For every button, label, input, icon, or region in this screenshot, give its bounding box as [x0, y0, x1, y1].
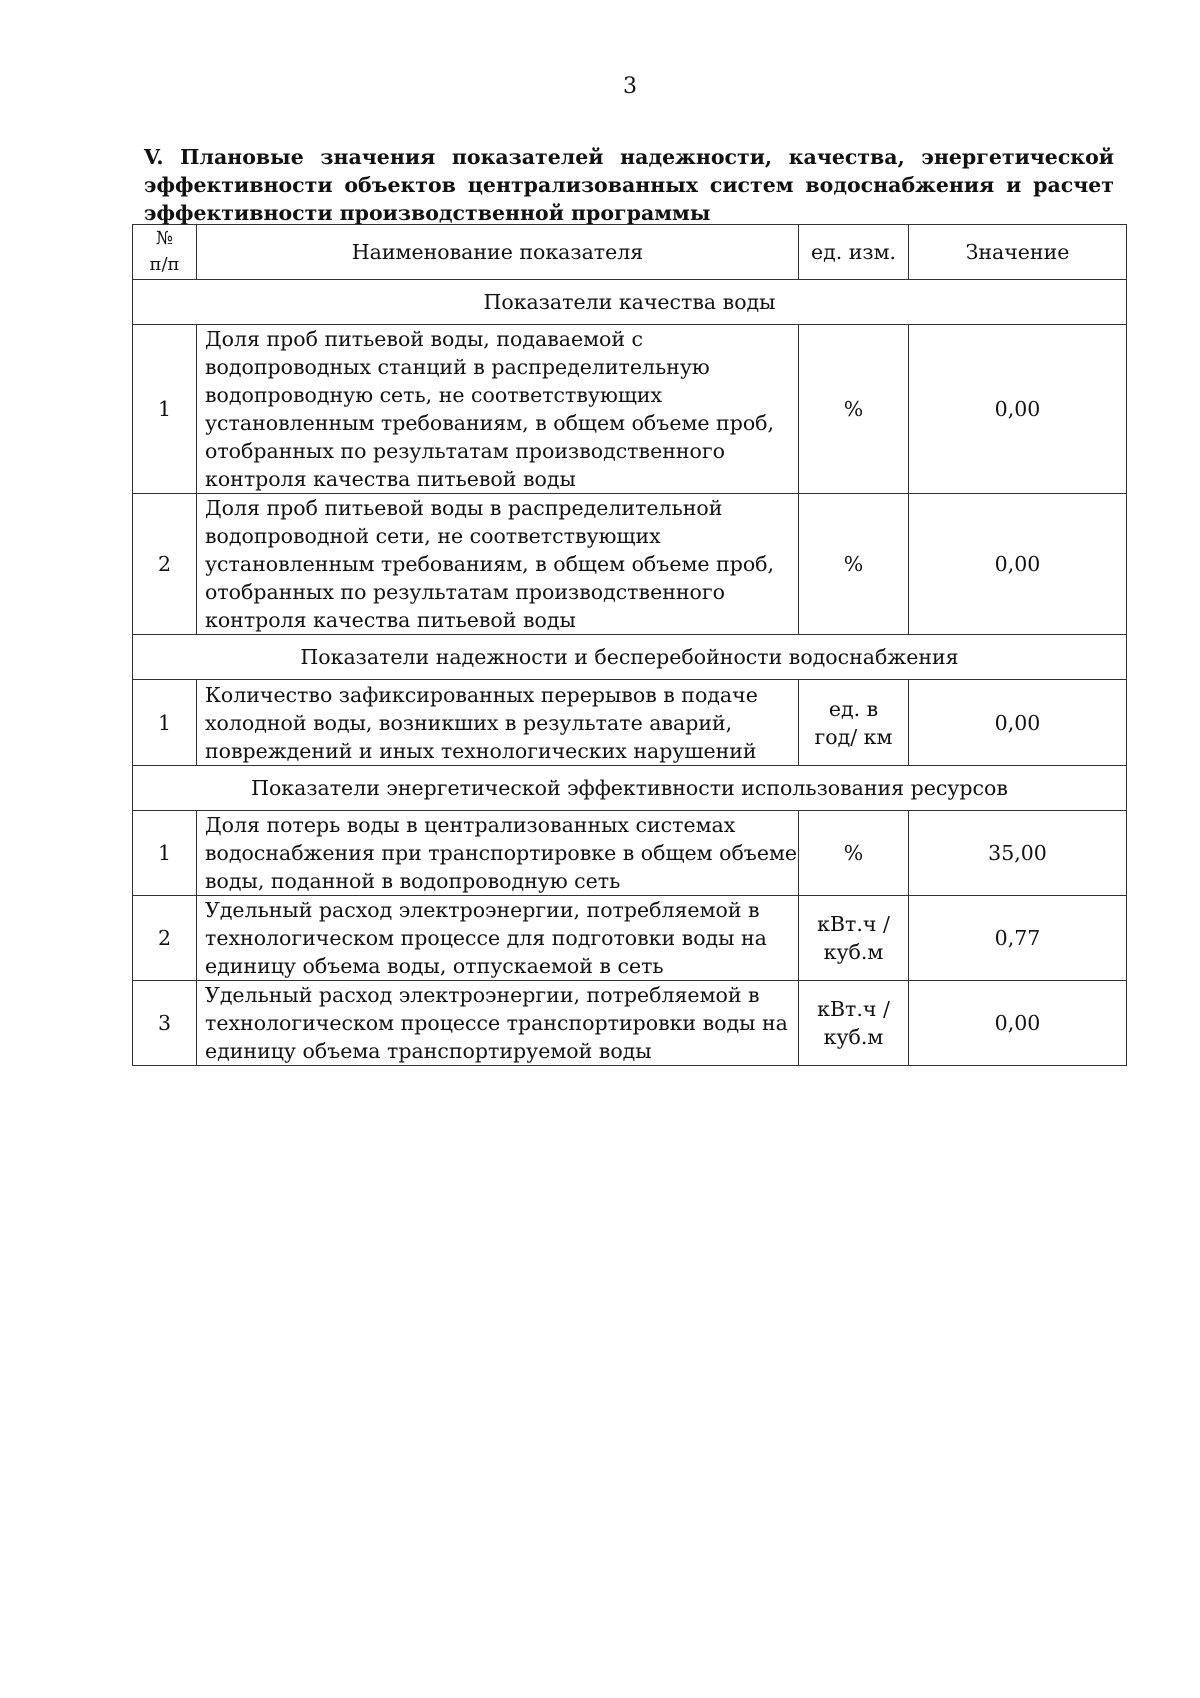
indicator-name-line: технологическом процессе для подготовки воды на	[205, 926, 767, 950]
unit-cell	[799, 981, 909, 1066]
header-num-cell	[133, 225, 197, 280]
indicator-name-cell	[197, 981, 799, 1066]
indicator-name-line: водопроводную сеть, не соответствующих	[205, 383, 663, 407]
section-header-row	[133, 280, 1127, 325]
row-number-cell: 1	[133, 680, 197, 766]
table-row	[133, 811, 1127, 896]
value-cell: 0,00	[909, 680, 1127, 766]
indicator-name-line: Количество зафиксированных перерывов в подаче	[205, 682, 758, 707]
value-cell: 0,00	[909, 981, 1127, 1066]
indicators-table	[132, 224, 1127, 1066]
table-row	[133, 896, 1127, 981]
value-cell: 0,00	[909, 325, 1127, 494]
indicator-name-line: технологическом процессе транспортировки воды на	[205, 1011, 788, 1035]
unit-cell	[799, 325, 909, 494]
header-unit-cell: ед. изм.	[799, 225, 909, 280]
unit-line: %	[843, 552, 864, 576]
unit-line: %	[843, 397, 864, 421]
unit-line: %	[843, 841, 864, 865]
indicator-name-line: единицу объема воды, отпускаемой в сеть	[205, 954, 664, 978]
table-row	[133, 981, 1127, 1066]
value-cell: 35,00	[909, 811, 1127, 896]
unit-line: кВт.ч /	[817, 912, 890, 936]
indicator-name-line: холодной воды, возникших в результате аварий,	[205, 710, 733, 735]
header-num-symbol: №	[155, 228, 174, 249]
indicator-name-cell	[197, 325, 799, 494]
unit-line: год/ км	[814, 724, 893, 749]
indicator-name-cell	[197, 811, 799, 896]
indicator-name-line: отобранных по результатам производственного	[205, 580, 725, 604]
section-title: Показатели качества воды	[133, 280, 1127, 325]
indicator-name-line: установленным требованиям, в общем объеме проб,	[205, 552, 775, 576]
unit-cell	[799, 494, 909, 635]
indicator-name-line: Удельный расход электроэнергии, потребляемой в	[205, 898, 760, 922]
unit-cell	[799, 680, 909, 766]
heading-line: эффективности производственной программы	[144, 201, 711, 225]
table-row	[133, 680, 1127, 766]
unit-cell	[799, 811, 909, 896]
indicator-name-line: Доля проб питьевой воды в распределительной	[205, 496, 723, 520]
unit-line: куб.м	[823, 940, 884, 964]
unit-line: кВт.ч /	[817, 997, 890, 1021]
header-value-cell: Значение	[909, 225, 1127, 280]
unit-line: куб.м	[823, 1025, 884, 1049]
indicator-name-line: установленным требованиям, в общем объеме проб,	[205, 411, 775, 435]
row-number-cell: 2	[133, 494, 197, 635]
heading-line: эффективности объектов централизованных систем водоснабжения и расчет	[144, 173, 1114, 197]
indicator-name-line: контроля качества питьевой воды	[205, 608, 576, 632]
indicator-name-line: воды, поданной в водопроводную сеть	[205, 869, 621, 893]
section-header-row	[133, 766, 1127, 811]
indicator-name-line: водопроводных станций в распределительную	[205, 355, 710, 379]
unit-cell	[799, 896, 909, 981]
section-heading	[144, 143, 1114, 227]
table-row	[133, 494, 1127, 635]
indicator-name-line: отобранных по результатам производственного	[205, 439, 725, 463]
indicator-name-line: Доля потерь воды в централизованных системах	[205, 813, 736, 837]
indicator-name-cell	[197, 680, 799, 766]
section-title: Показатели энергетической эффективности использования ресурсов	[133, 766, 1127, 811]
section-title: Показатели надежности и бесперебойности водоснабжения	[133, 635, 1127, 680]
unit-line: ед. в	[828, 696, 879, 721]
indicator-name-line: повреждений и иных технологических нарушений	[205, 738, 757, 763]
page-number: 3	[623, 74, 637, 99]
indicator-name-cell	[197, 494, 799, 635]
row-number-cell: 1	[133, 811, 197, 896]
value-cell: 0,00	[909, 494, 1127, 635]
indicator-name-line: Удельный расход электроэнергии, потребляемой в	[205, 983, 760, 1007]
indicator-name-line: водоснабжения при транспортировке в общем объеме	[205, 841, 798, 865]
section-header-row	[133, 635, 1127, 680]
table-row	[133, 325, 1127, 494]
indicator-name-line: единицу объема транспортируемой воды	[205, 1039, 652, 1063]
header-name-cell: Наименование показателя	[197, 225, 799, 280]
row-number-cell: 2	[133, 896, 197, 981]
header-num-label: п/п	[149, 254, 180, 275]
indicator-name-line: Доля проб питьевой воды, подаваемой с	[205, 327, 644, 351]
indicator-name-cell	[197, 896, 799, 981]
indicator-name-line: контроля качества питьевой воды	[205, 467, 576, 491]
value-cell: 0,77	[909, 896, 1127, 981]
row-number-cell: 3	[133, 981, 197, 1066]
heading-line: V. Плановые значения показателей надежности, качества, энергетической	[144, 145, 1114, 169]
table-header-row	[133, 225, 1127, 280]
indicator-name-line: водопроводной сети, не соответствующих	[205, 524, 661, 548]
row-number-cell: 1	[133, 325, 197, 494]
